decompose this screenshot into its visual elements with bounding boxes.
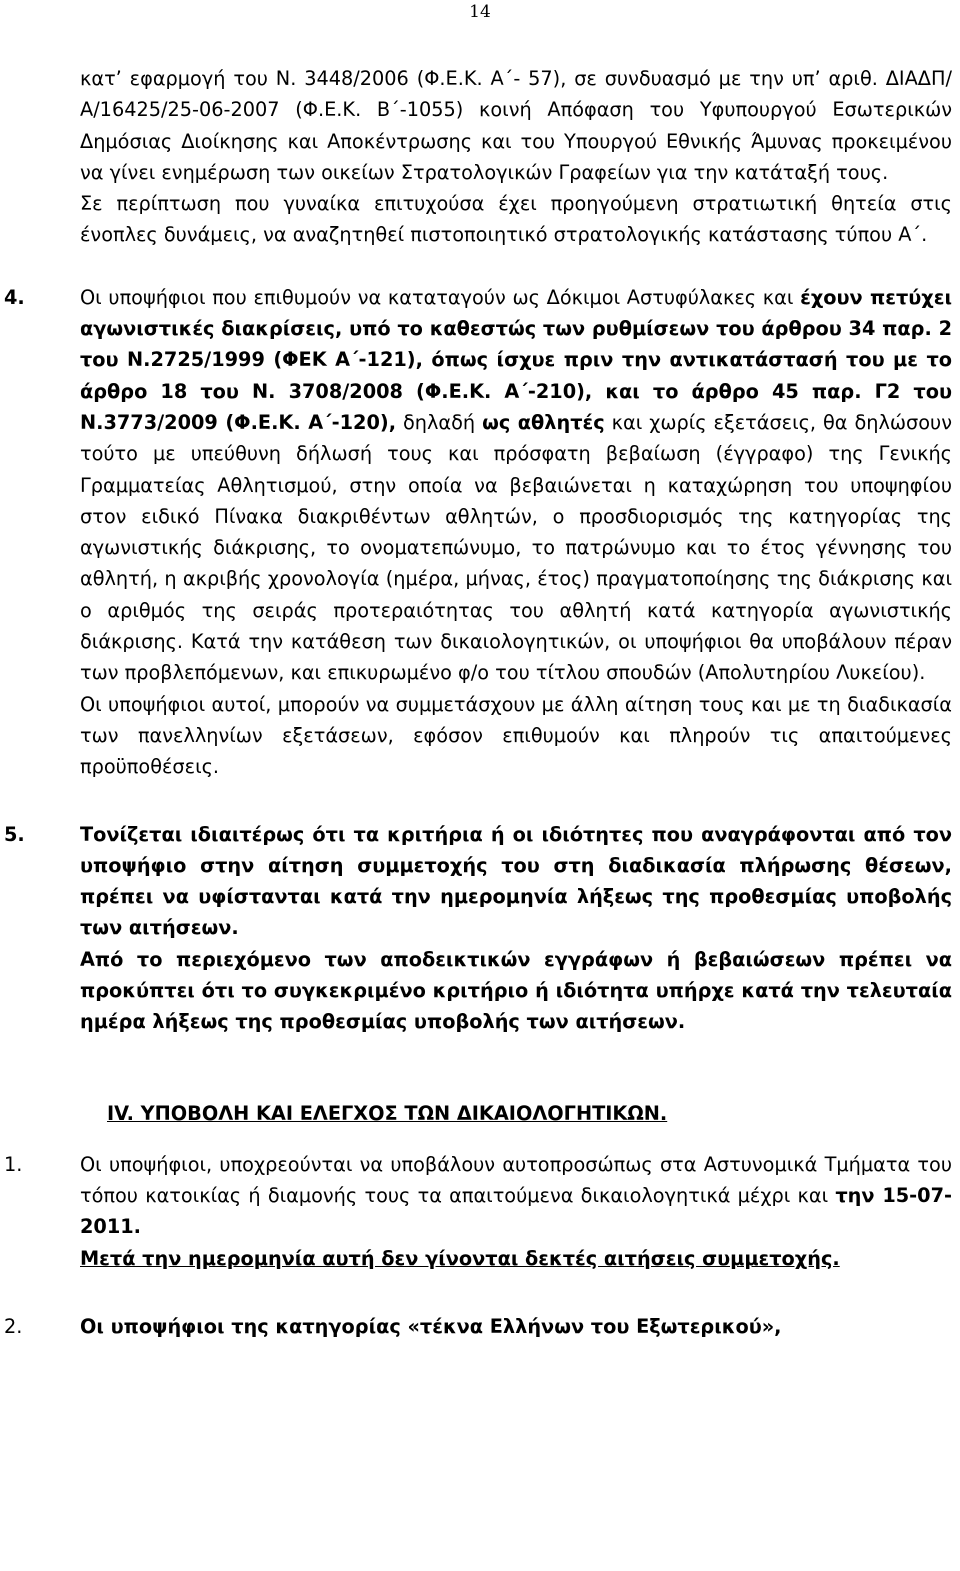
item-bold-text: ως αθλητές xyxy=(482,410,605,434)
item-number: 1. xyxy=(4,1152,23,1176)
section-heading: IV. ΥΠΟΒΟΛΗ ΚΑΙ ΕΛΕΓΧΟΣ ΤΩΝ ΔΙΚΑΙΟΛΟΓΗΤΙΚΩΝ. xyxy=(107,1101,668,1125)
item-text: Οι υποψήφιοι, υποχρεούνται να υποβάλουν αυτοπροσώπως στα Αστυνομικά Τμήματα του τόπου κατοικίας ή διαμονής τους τα απαιτούμενα δικαιολογητικά μέχρι και xyxy=(80,1152,952,1207)
paragraph-continued xyxy=(80,63,952,251)
item-text: και χωρίς εξετάσεις, θα δηλώσουν τούτο με υπεύθυνη δήλωσή τους και πρόσφατη βεβαίωση (έγγραφο) της Γενικής Γραμματείας Αθλητισμού, στην οποία να βεβαιώνεται η καταχώρηση του υποψηφίου στον ειδικό Πίνακα διακριθέντων αθλητών, ο προσδιορισμός της κατηγορίας της αγωνιστικής διάκρισης, το ονοματεπώνυμο, το πατρώνυμο και το έτος γέννησης του αθλητή, η ακριβής χρονολογία (ημέρα, μήνας, έτος) πραγματοποίησης της διάκρισης και ο αριθμός της σειράς προτεραιότητας του αθλητή κατά κατηγορία αγωνιστικής διάκρισης. Κατά την κατάθεση των δικαιολογητικών, οι υποψήφιοι θα υποβάλουν πέραν των προβλεπόμενων, και επικυρωμένο φ/ο του τίτλου σπουδών (Απολυτηρίου Λυκείου). xyxy=(80,410,952,685)
paragraph-text: Σε περίπτωση που γυναίκα επιτυχούσα έχει προηγούμενη στρατιωτική θητεία στις ένοπλες δυνάμεις, να αναζητηθεί πιστοποιητικό στρατολογικής κατάστασης τύπου Α΄. xyxy=(80,192,952,247)
item-bold-text: την 15-07-2011. xyxy=(80,1183,953,1239)
item-bold-text: Τονίζεται ιδιαιτέρως ότι τα κριτήρια ή οι ιδιότητες που αναγράφονται από τον υποψήφιο στην αίτηση συμμετοχής του στη διαδικασία πλήρωσης θέσεων, πρέπει να υφίστανται κατά την ημερομηνία λήξεως της προθεσμίας υποβολής των αιτήσεων. xyxy=(80,822,952,940)
item-bold-underlined-text: Μετά την ημερομηνία αυτή δεν γίνονται δεκτές αιτήσεις συμμετοχής. xyxy=(80,1246,840,1270)
item-text: δηλαδή xyxy=(396,410,483,434)
item-text: Οι υποψήφιοι αυτοί, μπορούν να συμμετάσχουν με άλλη αίτηση τους και με τη διαδικασία των πανελληνίων εξετάσεων, εφόσον επιθυμούν και πληρούν τις απαιτούμενες προϋποθέσεις. xyxy=(80,692,952,779)
item-bold-text: Οι υποψήφιοι της κατηγορίας «τέκνα Ελλήνων του Εξωτερικού», xyxy=(80,1314,782,1338)
item-text: Οι υποψήφιοι που επιθυμούν να καταταγούν ως Δόκιμοι Αστυφύλακες και xyxy=(80,285,801,309)
item-bold-text: έχουν πετύχει αγωνιστικές διακρίσεις, υπό το καθεστώς των ρυθμίσεων του άρθρου 34 παρ. 2 του Ν.2725/1999 (ΦΕΚ Α΄-121), όπως ίσχυε πριν την αντικατάστασή του με το άρθρο 18 του Ν. 3708/2008 (Φ.Ε.Κ. Α΄-210), και το άρθρο 45 παρ. Γ2 του Ν.3773/2009 (Φ.Ε.Κ. Α΄-120), xyxy=(80,285,952,434)
item-number: 4. xyxy=(4,285,25,309)
paragraph-text: κατ’ εφαρμογή του Ν. 3448/2006 (Φ.Ε.Κ. Α΄- 57), σε συνδυασμό με την υπ’ αριθ. ΔΙΑΔΠ/Α/16425/25-06-2007 (Φ.Ε.Κ. Β΄-1055) κοινή Απόφαση του Υφυπουργού Εσωτερικών Δημόσιας Διοίκησης και Αποκέντρωσης και του Υπουργού Εθνικής Άμυνας προκειμένου να γίνει ενημέρωση των οικείων Στρατολογικών Γραφείων για την κατάταξή τους. xyxy=(80,67,952,184)
list-item-2 xyxy=(4,1311,952,1342)
document-body xyxy=(0,63,960,1342)
page-number: 14 xyxy=(469,2,491,22)
list-item-1 xyxy=(4,1149,953,1274)
item-number: 2. xyxy=(4,1314,23,1338)
list-item-4 xyxy=(4,282,952,783)
item-bold-text: Από το περιεχόμενο των αποδεικτικών εγγράφων ή βεβαιώσεων πρέπει να προκύπτει ότι το συγκεκριμένο κριτήριο ή ιδιότητα υπήρχε κατά την τελευταία ημέρα λήξεως της προθεσμίας υποβολής των αιτήσεων. xyxy=(80,947,952,1034)
item-number: 5. xyxy=(4,822,25,846)
list-item-5 xyxy=(4,819,952,1038)
